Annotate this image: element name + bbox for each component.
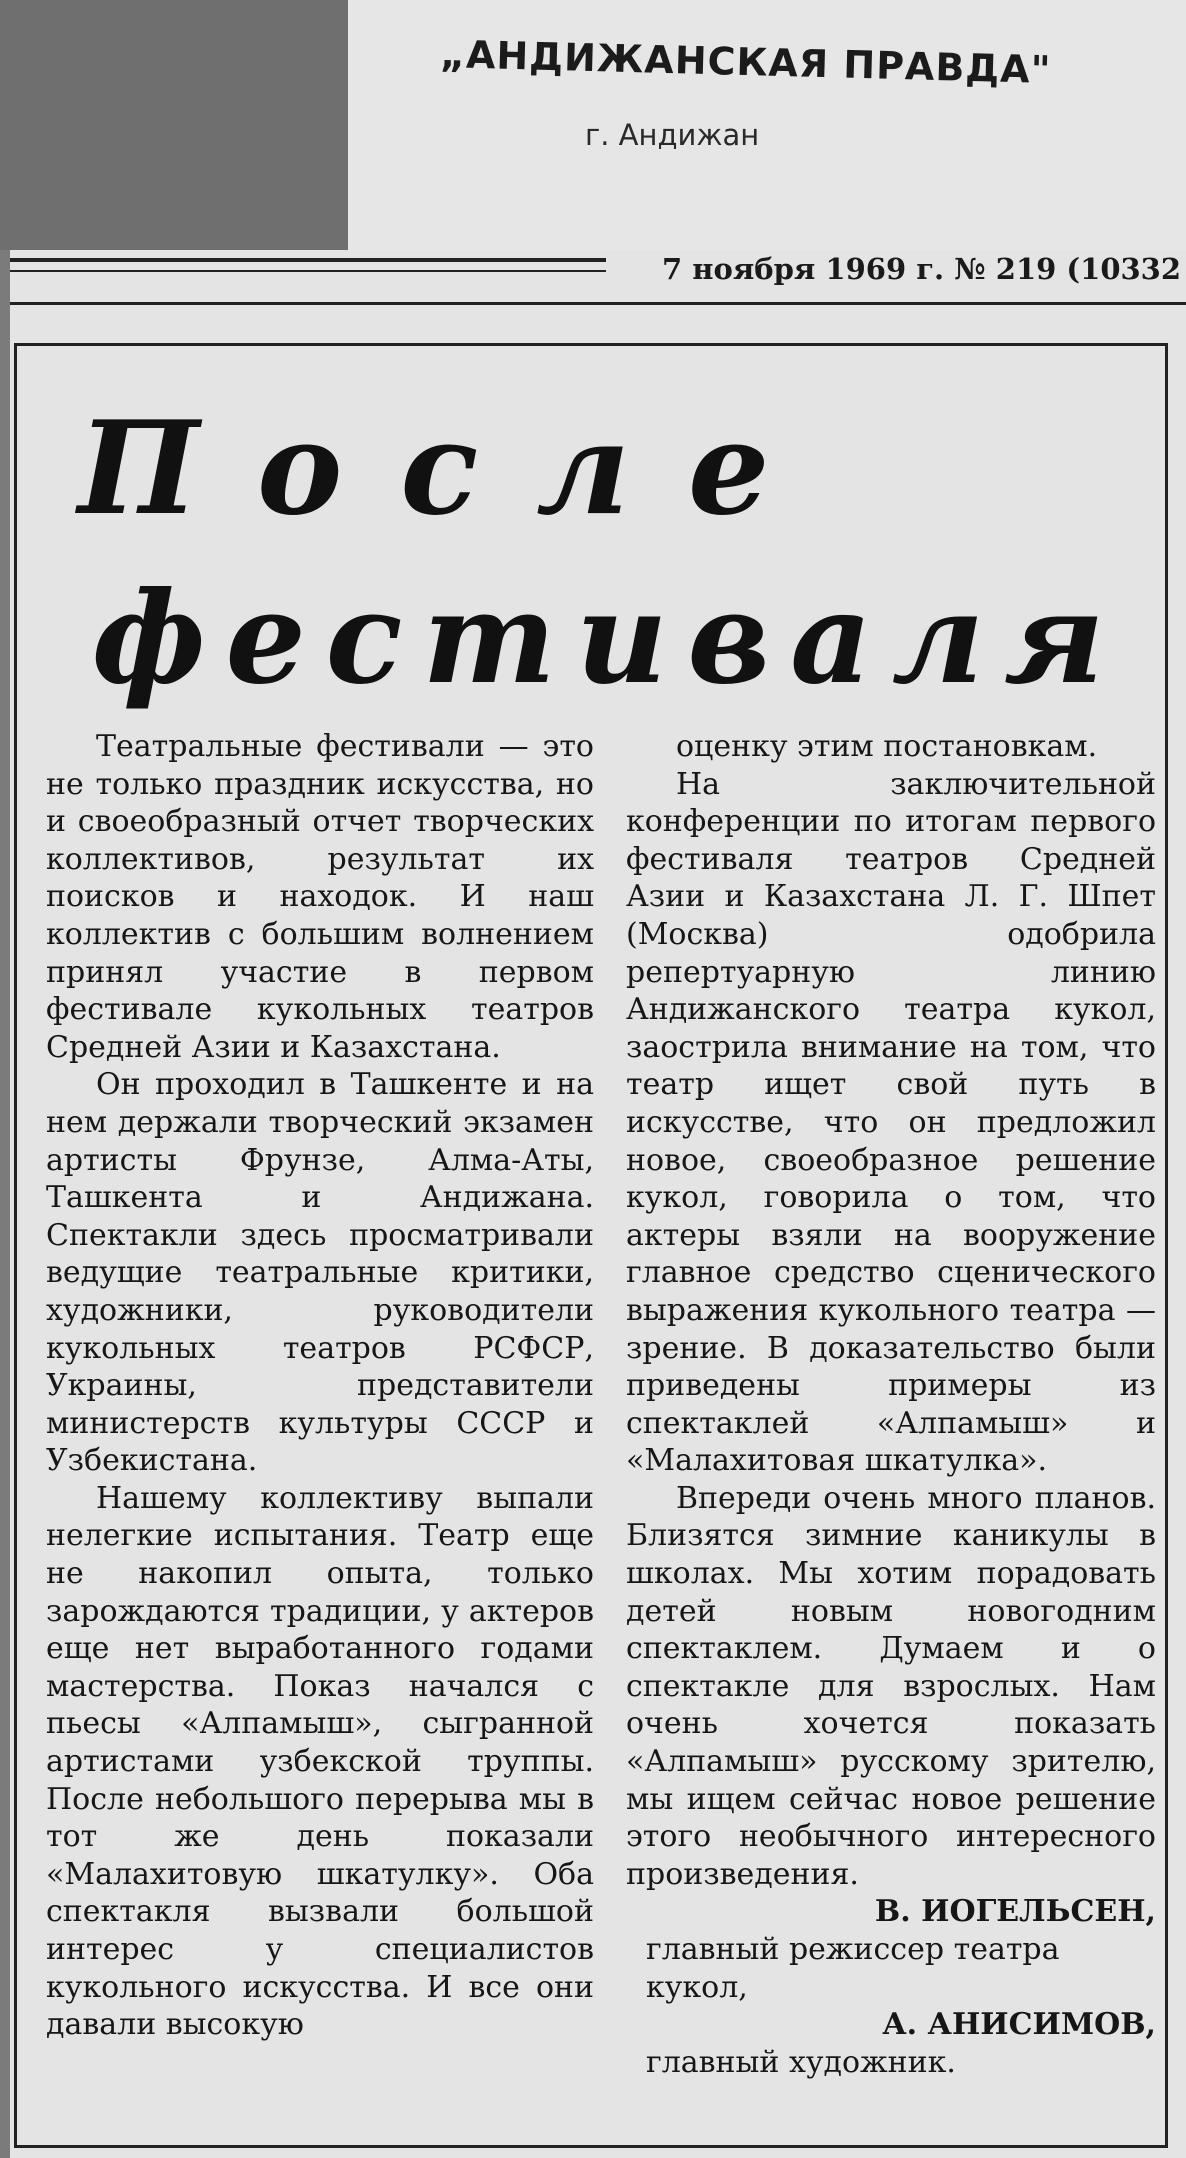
- newspaper-stamp-title: „АНДИЖАНСКАЯ ПРАВДА": [439, 32, 1052, 92]
- signature-role-1: главный режиссер театра: [646, 1932, 1060, 1967]
- paragraph: На заключительной конференции по итогам первого фестиваля театров Средней Азии и Казахстана Л. Г. Шпет (Москва) одобрила репертуарную линию Андижанского театра кукол, заострила внимание на том, что театр ищет свой путь в искусстве, что он предложил новое, своеобразное решение кукол, говорила о том, что актеры взяли на вооружение главное средство сценического выражения кукольного театра — зрение. В доказательство были приведены примеры из спектаклей «Алпамыш» и «Малахитовая шкатулка».: [626, 766, 1156, 1479]
- article-title-line-2: фестиваля: [92, 564, 1125, 712]
- masthead-rule-lower: [10, 302, 1186, 305]
- article-title-line-1: После: [78, 394, 828, 544]
- paragraph: Впереди очень много планов. Близятся зимние каникулы в школах. Мы хотим порадовать детей новым новогодним спектаклем. Думаем и о спектакле для взрослых. Нам очень хочется показать «Алпамыш» русскому зрителю, мы ищем сейчас новое решение этого необычного интересного произведения.: [626, 1480, 1156, 1892]
- signature-author-2: А. АНИСИМОВ,: [882, 2007, 1156, 2043]
- paragraph: Нашему коллективу выпали нелегкие испытания. Театр еще не накопил опыта, только зарождаются традиции, у актеров еще нет выработанного годами мастерства. Показ начался с пьесы «Алпамыш», сыгранной артистами узбекской труппы. После небольшого перерыва мы в тот же день показали «Малахитовую шкатулку». Оба спектакля вызвали большой интерес у специалистов кукольного искусства. И все они давали высокую: [46, 1480, 594, 2043]
- article-column-right: [626, 728, 1156, 2081]
- newspaper-stamp-city: г. Андижан: [585, 118, 760, 152]
- signature-author-1: В. ИОГЕЛЬСЕН,: [874, 1894, 1156, 1930]
- masthead-rule: [10, 258, 606, 272]
- signature-role-1-cont: кукол,: [646, 1969, 748, 2005]
- paragraph: Театральные фестивали — это не только праздник искусства, но и своеобразный отчет творческих коллективов, результат их поисков и находок. И наш коллектив с большим волнением принял участие в первом фестивале кукольных театров Средней Азии и Казахстана.: [46, 729, 594, 1065]
- scan-background-left: [0, 0, 348, 250]
- article-column-left: [46, 728, 594, 2044]
- issue-date-line: 7 ноября 1969 г. № 219 (10332: [662, 252, 1182, 286]
- paragraph: оценку этим постановкам.: [676, 729, 1098, 764]
- signature-role-2: главный художник.: [646, 2044, 956, 2080]
- paragraph: Он проходил в Ташкенте и на нем держали творческий экзамен артисты Фрунзе, Алма-Аты, Ташкента и Андижана. Спектакли здесь просматривали ведущие театральные критики, художники, руководители кукольных театров РСФСР, Украины, представители министерств культуры СССР и Узбекистана.: [46, 1067, 594, 1479]
